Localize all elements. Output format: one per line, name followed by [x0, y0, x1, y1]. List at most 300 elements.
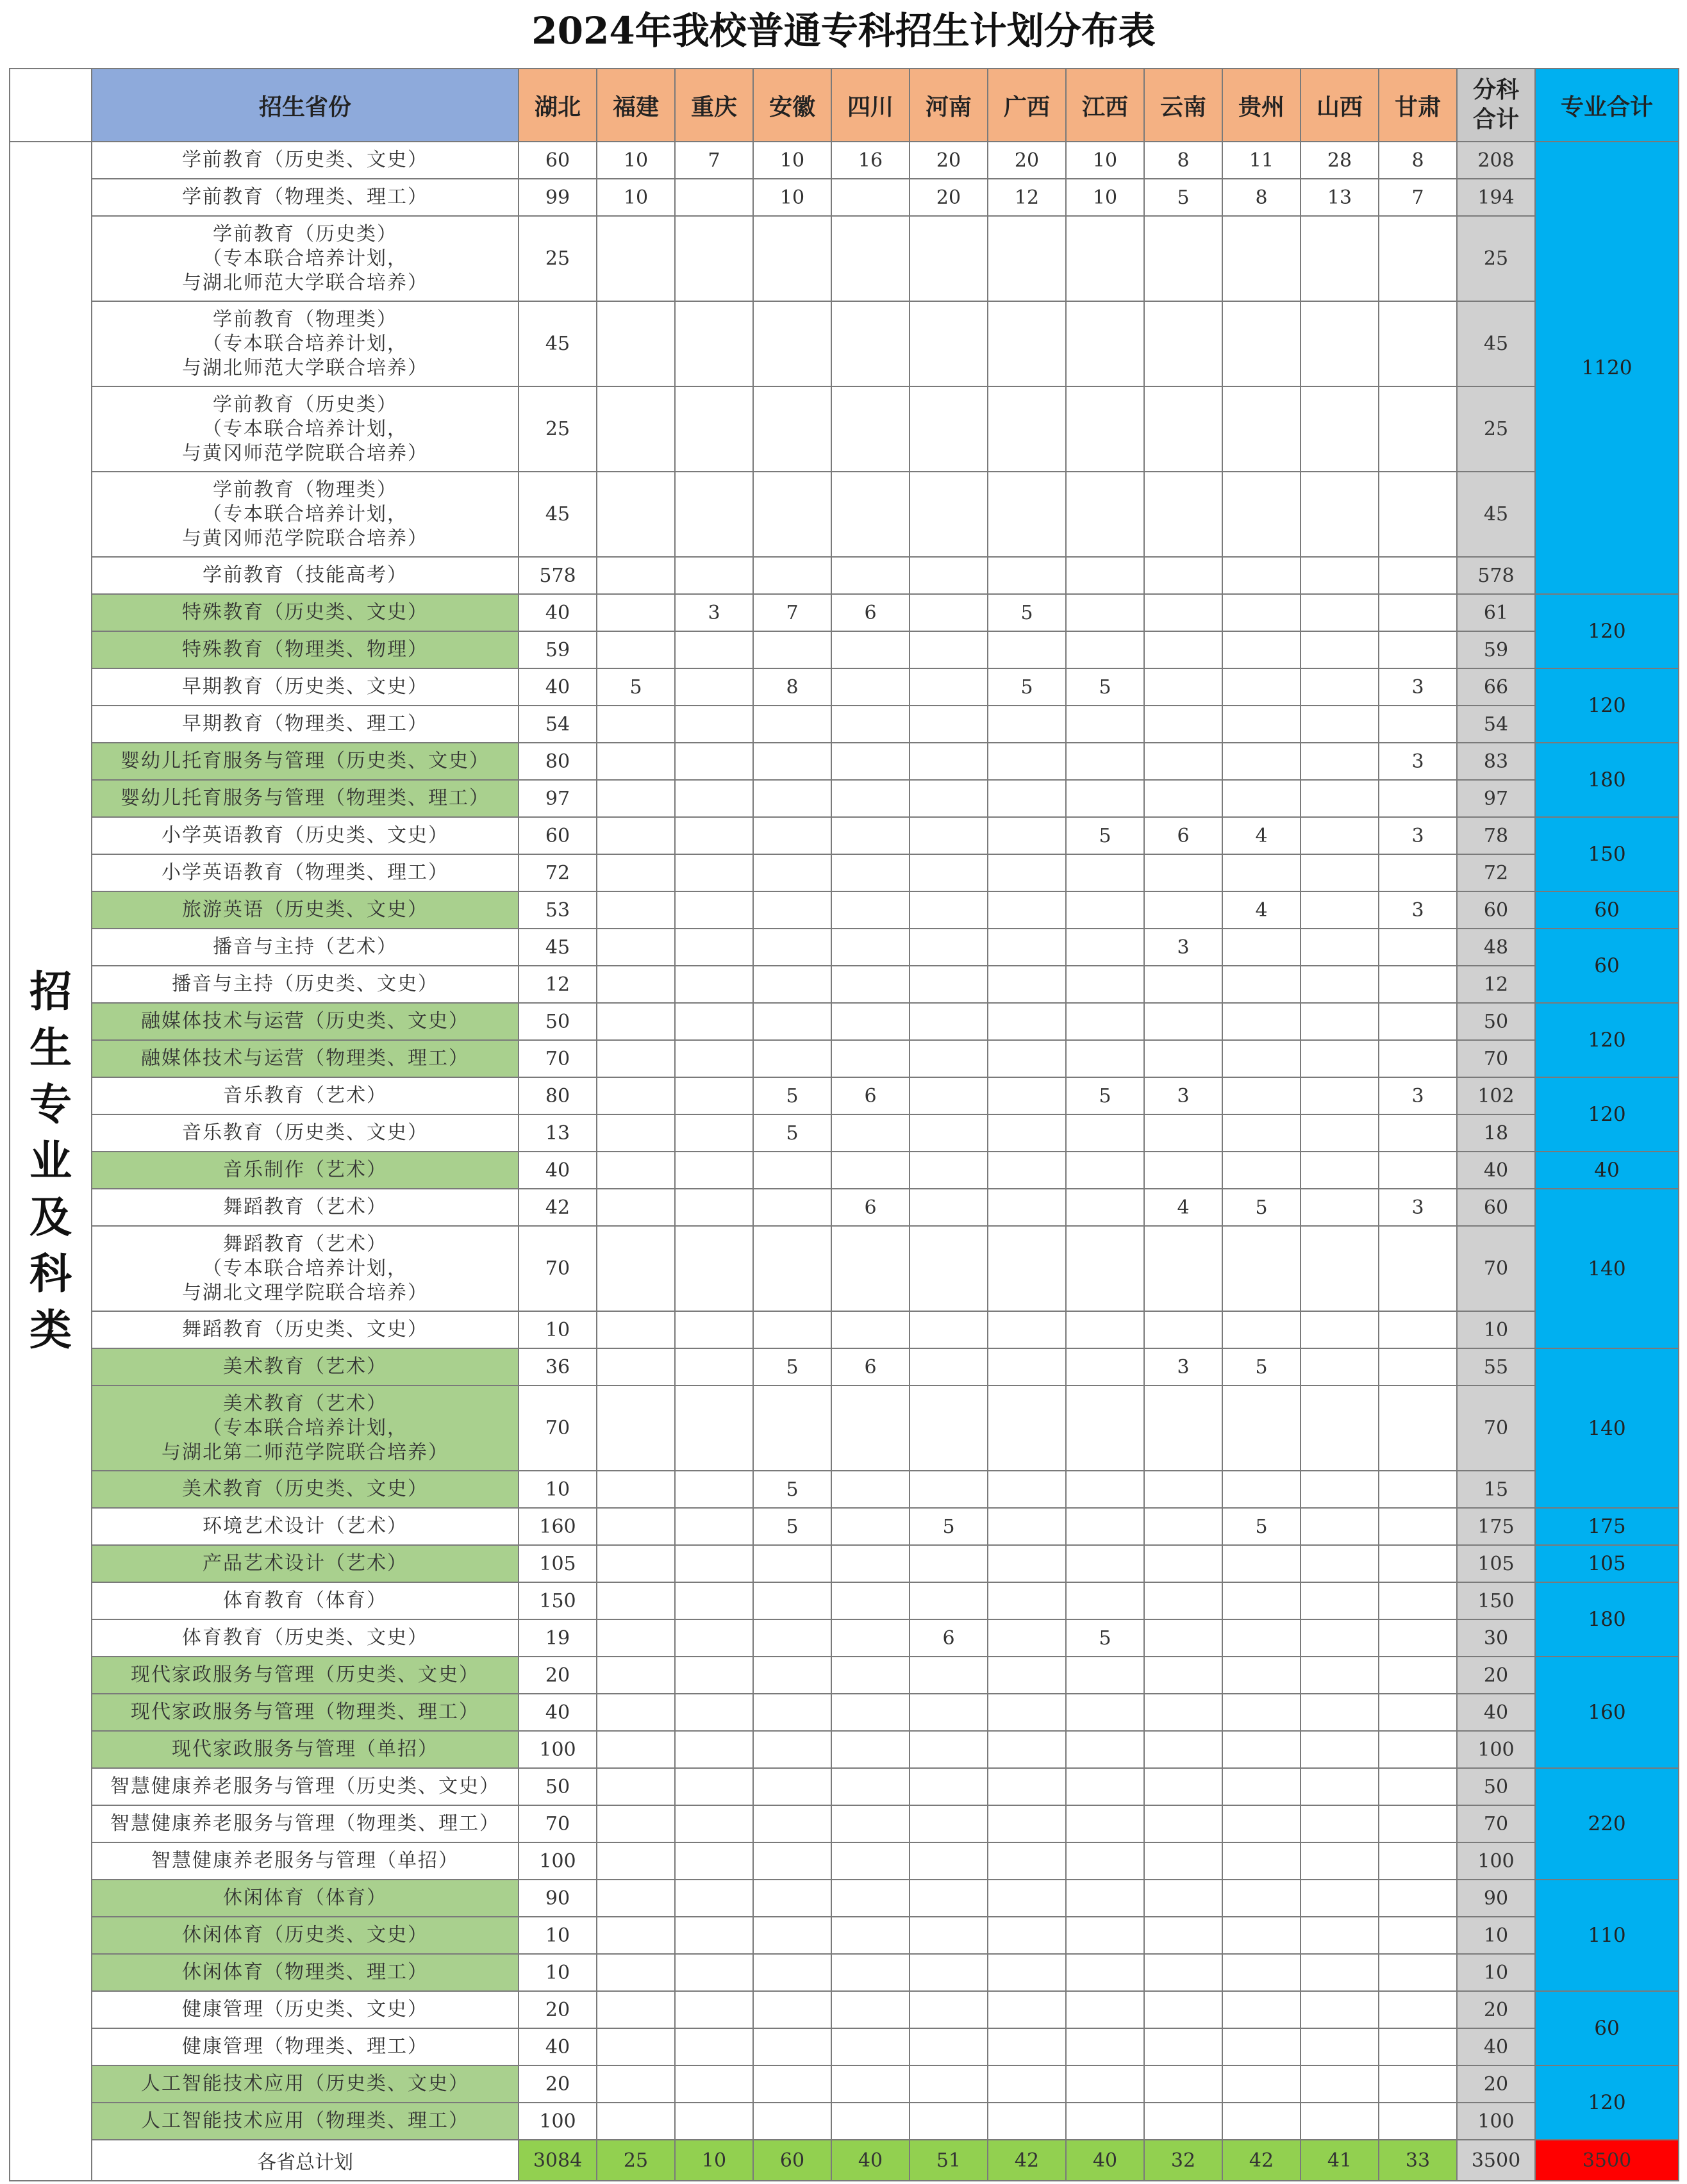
province-value-cell: [831, 1471, 910, 1508]
province-value-cell: [753, 1805, 831, 1842]
subtotal-cell: 30: [1457, 1619, 1535, 1657]
province-value-cell: [1379, 1386, 1457, 1471]
table-row: [10, 1311, 1679, 1348]
province-value-cell: [597, 966, 675, 1003]
province-value-cell: [675, 1805, 753, 1842]
province-value-cell: 72: [519, 854, 597, 891]
province-value-cell: [988, 1114, 1066, 1152]
province-value-cell: [753, 1226, 831, 1311]
major-total-cell: 175: [1535, 1508, 1679, 1545]
table-row: [10, 1954, 1679, 1991]
province-value-cell: [831, 2065, 910, 2103]
major-name-cell: 智慧健康养老服务与管理（单招）: [92, 1842, 519, 1880]
major-total-cell: 120: [1535, 2065, 1679, 2140]
subtotal-cell: 100: [1457, 2103, 1535, 2140]
province-value-cell: [753, 386, 831, 472]
province-value-cell: 4: [1222, 891, 1301, 929]
province-value-cell: [1301, 1040, 1379, 1077]
province-value-cell: [597, 1917, 675, 1954]
province-value-cell: [910, 1077, 988, 1114]
grand-total-cell: 3500: [1535, 2140, 1679, 2181]
province-value-cell: 13: [519, 1114, 597, 1152]
province-value-cell: 6: [910, 1619, 988, 1657]
table-row: [10, 1582, 1679, 1619]
province-value-cell: [1379, 1226, 1457, 1311]
province-value-cell: [1144, 1731, 1222, 1768]
province-value-cell: [597, 1657, 675, 1694]
province-value-cell: [831, 706, 910, 743]
province-value-cell: [831, 1226, 910, 1311]
subtotal-cell: 175: [1457, 1508, 1535, 1545]
province-value-cell: 10: [519, 1471, 597, 1508]
province-value-cell: [1066, 2028, 1144, 2065]
province-value-cell: [988, 1991, 1066, 2028]
province-value-cell: [1066, 1842, 1144, 1880]
province-value-cell: [988, 1152, 1066, 1189]
major-name-cell: 智慧健康养老服务与管理（物理类、理工）: [92, 1805, 519, 1842]
province-value-cell: [831, 1805, 910, 1842]
province-value-cell: [1301, 1880, 1379, 1917]
subtotal-cell: 105: [1457, 1545, 1535, 1582]
province-value-cell: [675, 2103, 753, 2140]
major-name-cell: 播音与主持（历史类、文史）: [92, 966, 519, 1003]
province-value-cell: [831, 1694, 910, 1731]
province-value-cell: [1301, 594, 1379, 631]
table-row: [10, 1694, 1679, 1731]
province-value-cell: [910, 743, 988, 780]
subtotal-cell: 20: [1457, 2065, 1535, 2103]
province-value-cell: [597, 301, 675, 386]
province-value-cell: [1066, 780, 1144, 817]
province-value-cell: [1379, 1040, 1457, 1077]
province-value-cell: 5: [910, 1508, 988, 1545]
table-row: [10, 386, 1679, 472]
province-value-cell: 5: [1222, 1348, 1301, 1386]
province-value-cell: [675, 179, 753, 216]
province-value-cell: [1222, 1152, 1301, 1189]
province-value-cell: [753, 1917, 831, 1954]
subtotal-cell: 50: [1457, 1003, 1535, 1040]
subtotal-cell: 54: [1457, 706, 1535, 743]
province-value-cell: 25: [519, 216, 597, 301]
major-name-cell: 融媒体技术与运营（历史类、文史）: [92, 1003, 519, 1040]
province-value-cell: [1301, 1471, 1379, 1508]
province-value-cell: [597, 1386, 675, 1471]
province-value-cell: [1144, 1991, 1222, 2028]
province-value-cell: 5: [1222, 1189, 1301, 1226]
major-name-cell: 学前教育（物理类） （专本联合培养计划， 与黄冈师范学院联合培养）: [92, 472, 519, 557]
province-value-cell: [675, 1508, 753, 1545]
province-value-cell: [597, 780, 675, 817]
province-value-cell: [988, 743, 1066, 780]
province-value-cell: [1144, 1311, 1222, 1348]
province-value-cell: [753, 472, 831, 557]
province-value-cell: [988, 1077, 1066, 1114]
major-name-cell: 休闲体育（体育）: [92, 1880, 519, 1917]
province-value-cell: [1144, 1805, 1222, 1842]
table-row: [10, 594, 1679, 631]
province-value-cell: [1066, 706, 1144, 743]
province-value-cell: [831, 966, 910, 1003]
province-value-cell: 45: [519, 301, 597, 386]
province-value-cell: [753, 631, 831, 668]
major-total-cell: 140: [1535, 1348, 1679, 1508]
province-value-cell: [1379, 1114, 1457, 1152]
province-value-cell: [1222, 1003, 1301, 1040]
total-label: 各省总计划: [92, 2140, 519, 2181]
province-value-cell: [597, 1805, 675, 1842]
province-value-cell: [753, 854, 831, 891]
province-value-cell: 97: [519, 780, 597, 817]
province-value-cell: [1301, 386, 1379, 472]
province-value-cell: [988, 1805, 1066, 1842]
province-value-cell: [1379, 1805, 1457, 1842]
province-value-cell: [1144, 743, 1222, 780]
province-value-cell: [1379, 1582, 1457, 1619]
province-value-cell: [1222, 966, 1301, 1003]
subtotal-cell: 70: [1457, 1805, 1535, 1842]
province-value-cell: [753, 817, 831, 854]
province-value-cell: [597, 1152, 675, 1189]
province-value-cell: [675, 706, 753, 743]
province-value-cell: [597, 706, 675, 743]
province-value-cell: 6: [831, 1077, 910, 1114]
province-value-cell: [831, 216, 910, 301]
subtotal-cell: 18: [1457, 1114, 1535, 1152]
table-row: [10, 1226, 1679, 1311]
province-value-cell: [831, 743, 910, 780]
province-value-cell: [675, 743, 753, 780]
province-value-cell: [988, 557, 1066, 594]
province-value-cell: [831, 1040, 910, 1077]
province-value-cell: [910, 1471, 988, 1508]
table-row: [10, 929, 1679, 966]
province-value-cell: [753, 1582, 831, 1619]
header-row: [10, 69, 1679, 142]
province-value-cell: [1066, 1189, 1144, 1226]
province-value-cell: [831, 1731, 910, 1768]
province-value-cell: [1379, 1694, 1457, 1731]
province-value-cell: [597, 1768, 675, 1805]
province-value-cell: [1144, 216, 1222, 301]
major-name-cell: 特殊教育（物理类、物理）: [92, 631, 519, 668]
province-value-cell: [1301, 1003, 1379, 1040]
province-value-cell: [675, 891, 753, 929]
province-value-cell: [1301, 929, 1379, 966]
subtotal-cell: 20: [1457, 1657, 1535, 1694]
province-value-cell: 60: [519, 817, 597, 854]
province-value-cell: [831, 891, 910, 929]
province-value-cell: 6: [1144, 817, 1222, 854]
province-value-cell: [1301, 557, 1379, 594]
province-value-cell: [1379, 1152, 1457, 1189]
province-value-cell: [1301, 891, 1379, 929]
province-value-cell: [910, 1991, 988, 2028]
province-value-cell: [1066, 1545, 1144, 1582]
province-value-cell: [597, 594, 675, 631]
major-name-cell: 体育教育（体育）: [92, 1582, 519, 1619]
province-value-cell: [988, 1189, 1066, 1226]
province-header: 河南: [910, 69, 988, 142]
table-row: [10, 1386, 1679, 1471]
province-value-cell: [675, 1917, 753, 1954]
province-value-cell: [988, 301, 1066, 386]
province-value-cell: [1144, 966, 1222, 1003]
province-value-cell: [1379, 1508, 1457, 1545]
province-header: 湖北: [519, 69, 597, 142]
subtotal-cell: 208: [1457, 142, 1535, 179]
province-value-cell: [753, 1954, 831, 1991]
province-value-cell: [1222, 1657, 1301, 1694]
province-total-cell: 3084: [519, 2140, 597, 2181]
province-value-cell: 10: [519, 1917, 597, 1954]
province-value-cell: [753, 1991, 831, 2028]
province-value-cell: [597, 1991, 675, 2028]
province-value-cell: [753, 301, 831, 386]
province-value-cell: 5: [753, 1348, 831, 1386]
province-label-header: 招生省份: [92, 69, 519, 142]
province-total-cell: 32: [1144, 2140, 1222, 2181]
province-total-cell: 42: [988, 2140, 1066, 2181]
subtotal-cell: 48: [1457, 929, 1535, 966]
province-value-cell: [988, 1954, 1066, 1991]
province-value-cell: [1222, 1880, 1301, 1917]
province-value-cell: [910, 1226, 988, 1311]
province-value-cell: [675, 216, 753, 301]
table-row: [10, 817, 1679, 854]
subtotal-cell: 60: [1457, 891, 1535, 929]
side-label: 招 生 专 业 及 科 类: [10, 142, 92, 2181]
province-value-cell: 80: [519, 743, 597, 780]
province-total-cell: 41: [1301, 2140, 1379, 2181]
province-value-cell: [1066, 966, 1144, 1003]
subtotal-cell: 20: [1457, 1991, 1535, 2028]
province-value-cell: [1144, 1114, 1222, 1152]
province-value-cell: [831, 1508, 910, 1545]
province-value-cell: 12: [988, 179, 1066, 216]
province-value-cell: 100: [519, 1731, 597, 1768]
province-value-cell: [597, 929, 675, 966]
province-value-cell: [1301, 1114, 1379, 1152]
province-value-cell: [1379, 966, 1457, 1003]
province-value-cell: [988, 2103, 1066, 2140]
province-value-cell: [988, 1386, 1066, 1471]
province-value-cell: [1379, 631, 1457, 668]
province-value-cell: 3: [1379, 891, 1457, 929]
province-value-cell: [1066, 631, 1144, 668]
province-value-cell: [675, 929, 753, 966]
province-value-cell: 54: [519, 706, 597, 743]
province-value-cell: [1379, 1880, 1457, 1917]
subtotal-cell: 70: [1457, 1386, 1535, 1471]
province-value-cell: 100: [519, 1842, 597, 1880]
province-value-cell: [988, 1657, 1066, 1694]
province-total-cell: 60: [753, 2140, 831, 2181]
province-value-cell: [753, 706, 831, 743]
province-value-cell: 7: [753, 594, 831, 631]
major-total-cell: 220: [1535, 1768, 1679, 1880]
province-value-cell: [910, 1805, 988, 1842]
table-row: [10, 706, 1679, 743]
province-value-cell: [1301, 1991, 1379, 2028]
province-value-cell: [1066, 1348, 1144, 1386]
province-value-cell: [597, 631, 675, 668]
province-value-cell: 5: [753, 1471, 831, 1508]
province-value-cell: [1301, 706, 1379, 743]
major-name-cell: 健康管理（物理类、理工）: [92, 2028, 519, 2065]
major-name-cell: 婴幼儿托育服务与管理（历史类、文史）: [92, 743, 519, 780]
table-row: [10, 1657, 1679, 1694]
province-value-cell: [831, 817, 910, 854]
province-value-cell: [910, 817, 988, 854]
province-value-cell: [1066, 1040, 1144, 1077]
table-row: [10, 1768, 1679, 1805]
province-value-cell: [1222, 472, 1301, 557]
province-value-cell: [597, 1189, 675, 1226]
table-row: [10, 1842, 1679, 1880]
province-value-cell: [831, 1619, 910, 1657]
table-body: [10, 142, 1679, 2181]
province-value-cell: [1301, 1768, 1379, 1805]
province-value-cell: [1222, 216, 1301, 301]
major-total-cell: 120: [1535, 1077, 1679, 1152]
province-value-cell: [1066, 1657, 1144, 1694]
province-value-cell: [597, 472, 675, 557]
major-name-cell: 智慧健康养老服务与管理（历史类、文史）: [92, 1768, 519, 1805]
province-value-cell: [910, 668, 988, 706]
province-value-cell: 50: [519, 1003, 597, 1040]
major-name-cell: 现代家政服务与管理（单招）: [92, 1731, 519, 1768]
province-value-cell: 3: [1144, 1348, 1222, 1386]
major-name-cell: 健康管理（历史类、文史）: [92, 1991, 519, 2028]
table-row: [10, 1077, 1679, 1114]
province-value-cell: [675, 1003, 753, 1040]
province-value-cell: [988, 1842, 1066, 1880]
province-value-cell: [1066, 557, 1144, 594]
major-name-cell: 旅游英语（历史类、文史）: [92, 891, 519, 929]
province-value-cell: [597, 386, 675, 472]
province-value-cell: 8: [1144, 142, 1222, 179]
province-value-cell: 3: [1379, 1189, 1457, 1226]
province-value-cell: [910, 1152, 988, 1189]
major-total-cell: 120: [1535, 594, 1679, 668]
province-value-cell: [1144, 1471, 1222, 1508]
province-value-cell: [1379, 1768, 1457, 1805]
province-value-cell: [1144, 1582, 1222, 1619]
province-value-cell: [597, 1582, 675, 1619]
major-name-cell: 舞蹈教育（艺术）: [92, 1189, 519, 1226]
province-value-cell: [1222, 1582, 1301, 1619]
major-name-cell: 学前教育（技能高考）: [92, 557, 519, 594]
major-total-cell: 60: [1535, 929, 1679, 1003]
province-value-cell: [1379, 854, 1457, 891]
province-value-cell: [1066, 1768, 1144, 1805]
province-value-cell: [1144, 2103, 1222, 2140]
province-value-cell: 3: [1144, 1077, 1222, 1114]
province-value-cell: [1301, 1348, 1379, 1386]
province-value-cell: 40: [519, 594, 597, 631]
province-value-cell: [1222, 929, 1301, 966]
province-value-cell: [597, 1880, 675, 1917]
province-value-cell: [1144, 472, 1222, 557]
major-name-cell: 舞蹈教育（历史类、文史）: [92, 1311, 519, 1348]
province-header: 广西: [988, 69, 1066, 142]
province-value-cell: [597, 1731, 675, 1768]
province-value-cell: [831, 557, 910, 594]
province-value-cell: [675, 472, 753, 557]
province-value-cell: [1379, 594, 1457, 631]
province-value-cell: [1144, 386, 1222, 472]
province-value-cell: [675, 1768, 753, 1805]
province-value-cell: [675, 1954, 753, 1991]
province-value-cell: [1379, 2103, 1457, 2140]
province-value-cell: [753, 1386, 831, 1471]
province-value-cell: [1379, 1003, 1457, 1040]
province-value-cell: [675, 1077, 753, 1114]
province-value-cell: [988, 1508, 1066, 1545]
table-row: [10, 1545, 1679, 1582]
province-value-cell: [988, 966, 1066, 1003]
province-value-cell: [910, 929, 988, 966]
province-value-cell: [1222, 594, 1301, 631]
province-value-cell: [1066, 891, 1144, 929]
total-row: [10, 2140, 1679, 2181]
province-value-cell: [1379, 216, 1457, 301]
province-value-cell: [1144, 1003, 1222, 1040]
province-value-cell: [1301, 1582, 1379, 1619]
province-value-cell: [1144, 780, 1222, 817]
province-value-cell: 5: [1066, 1077, 1144, 1114]
province-value-cell: 8: [1222, 179, 1301, 216]
province-value-cell: [988, 1348, 1066, 1386]
province-value-cell: [1222, 1471, 1301, 1508]
table-row: [10, 1152, 1679, 1189]
province-value-cell: [1222, 1731, 1301, 1768]
province-value-cell: [597, 1003, 675, 1040]
subtotal-cell: 578: [1457, 557, 1535, 594]
province-value-cell: [1222, 1311, 1301, 1348]
province-value-cell: [1144, 301, 1222, 386]
major-name-cell: 人工智能技术应用（历史类、文史）: [92, 2065, 519, 2103]
page-title: 2024年我校普通专科招生计划分布表: [531, 9, 1156, 53]
subtotal-cell: 45: [1457, 472, 1535, 557]
province-value-cell: [910, 1657, 988, 1694]
province-value-cell: [1144, 1545, 1222, 1582]
province-value-cell: [675, 1152, 753, 1189]
table-row: [10, 1508, 1679, 1545]
table-row: [10, 780, 1679, 817]
province-value-cell: 8: [753, 668, 831, 706]
province-value-cell: [675, 966, 753, 1003]
province-value-cell: 3: [1379, 1077, 1457, 1114]
province-value-cell: [675, 1582, 753, 1619]
subtotal-cell: 40: [1457, 1152, 1535, 1189]
major-name-cell: 早期教育（历史类、文史）: [92, 668, 519, 706]
province-value-cell: [1066, 1508, 1144, 1545]
province-value-cell: [1379, 386, 1457, 472]
province-value-cell: [988, 891, 1066, 929]
subtotal-cell: 10: [1457, 1954, 1535, 1991]
province-header: 甘肃: [1379, 69, 1457, 142]
province-value-cell: 13: [1301, 179, 1379, 216]
province-value-cell: 20: [519, 1991, 597, 2028]
province-value-cell: [1301, 1954, 1379, 1991]
subtotal-cell: 150: [1457, 1582, 1535, 1619]
major-name-cell: 产品艺术设计（艺术）: [92, 1545, 519, 1582]
province-value-cell: [910, 631, 988, 668]
subtotal-cell: 100: [1457, 1731, 1535, 1768]
province-value-cell: 5: [1066, 668, 1144, 706]
